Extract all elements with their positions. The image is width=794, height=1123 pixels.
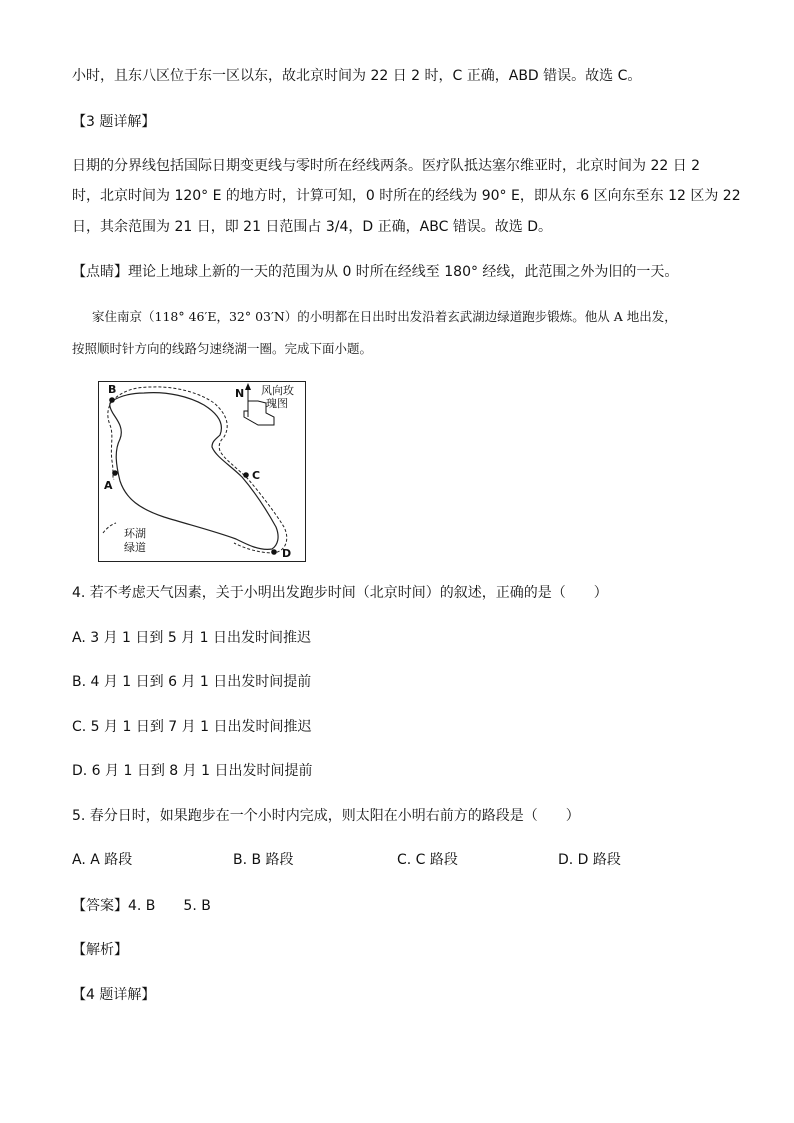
q3-explanation-line2: 时，北京时间为 120° E 的地方时，计算可知，0 时所在的经线为 90° E，即从东 6 区向东至东 12 区为 22 [72,188,741,204]
question-4-option-d: D. 6 月 1 日到 8 月 1 日出发时间提前 [72,763,313,779]
question-5-option-d: D. D 路段 [558,852,621,868]
paragraph-continuation: 小时，且东八区位于东一区以东，故北京时间为 22 日 2 时，C 正确，ABD 错误。故选 C。 [72,68,642,84]
question-4-stem: 4. 若不考虑天气因素，关于小明出发跑步时间（北京时间）的叙述，正确的是（ ） [72,585,608,601]
north-label: N [235,387,245,400]
wind-rose-title-line2: 瑰图 [266,397,288,410]
passage-intro-line2: 按照顺时针方向的线路匀速绕湖一圈。完成下面小题。 [72,341,373,356]
section-heading-q3: 【3 题详解】 [72,114,156,130]
passage-intro-line1: 家住南京（118° 46′E，32° 03′N）的小明都在日出时出发沿着玄武湖边绿道跑步锻炼。他从 A 地出发， [92,309,677,324]
question-5-option-c: C. C 路段 [397,852,458,868]
wind-rose-title-line1: 风向玫 [261,384,294,397]
q3-explanation-line1: 日期的分界线包括国际日期变更线与零时所在经线两条。医疗队抵达塞尔维亚时，北京时间为 22 日 2 [72,158,701,174]
question-5-option-b: B. B 路段 [233,852,294,868]
question-5-stem: 5. 春分日时，如果跑步在一个小时内完成，则太阳在小明右前方的路段是（ ） [72,808,580,824]
question-4-option-b: B. 4 月 1 日到 6 月 1 日出发时间提前 [72,674,312,690]
lake-map-figure [98,381,306,562]
legend-label-line2: 绿道 [124,541,146,554]
question-4-option-c: C. 5 月 1 日到 7 月 1 日出发时间推迟 [72,719,312,735]
question-4-option-a: A. 3 月 1 日到 5 月 1 日出发时间推迟 [72,630,312,646]
point-A-marker [112,470,118,476]
legend-label-line1: 环湖 [124,527,146,540]
point-D-marker [271,549,277,555]
label-B: B [108,383,117,396]
q3-explanation-line3: 日，其余范围为 21 日，即 21 日范围占 3/4，D 正确，ABC 错误。故选 D。 [72,219,553,235]
section-heading-q4: 【4 题详解】 [72,987,156,1003]
label-A: A [104,479,113,492]
label-D: D [282,547,292,560]
label-C: C [252,469,261,482]
point-B-marker [109,397,115,403]
dianjing-note: 【点睛】理论上地球上新的一天的范围为从 0 时所在经线至 180° 经线，此范围之外为旧的一天。 [72,264,679,280]
question-5-option-a: A. A 路段 [72,852,133,868]
point-C-marker [243,472,249,478]
answer-line: 【答案】4. B 5. B [72,898,211,914]
analysis-heading: 【解析】 [72,942,128,958]
